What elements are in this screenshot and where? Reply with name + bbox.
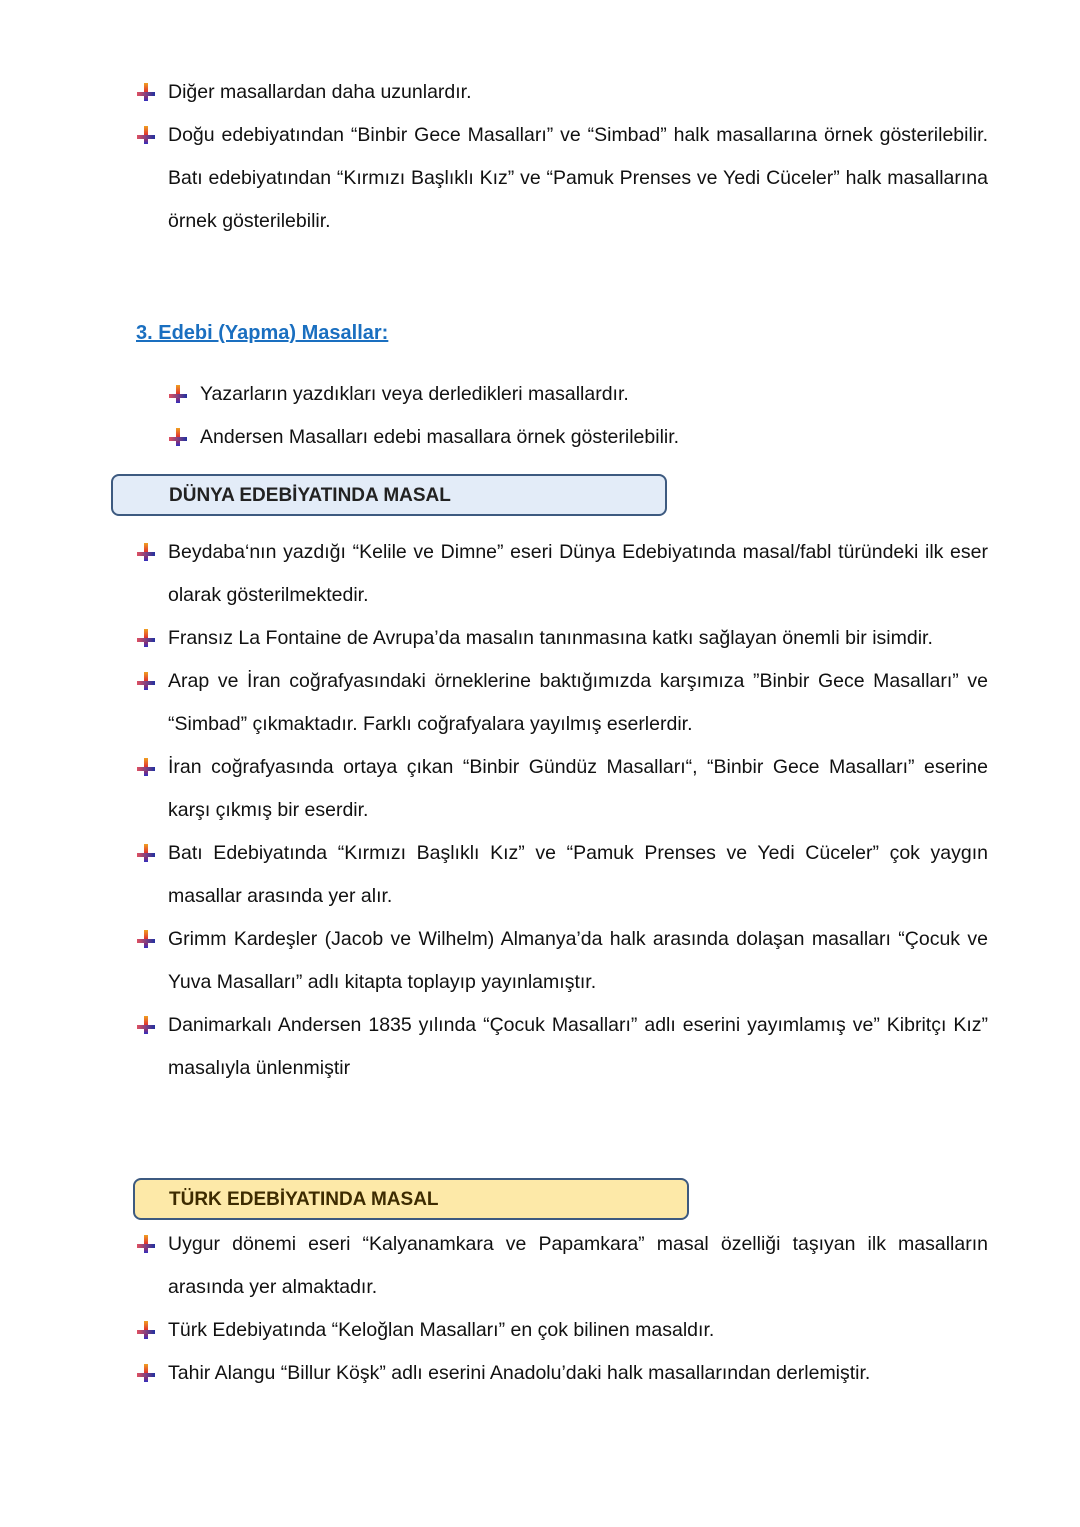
list-item-text: Fransız La Fontaine de Avrupa’da masalın tanınmasına katkı sağlayan önemli bir isimdir. (168, 627, 933, 649)
bullet-arrow-icon (136, 126, 156, 146)
bullet-arrow-icon (136, 930, 156, 950)
bullet-arrow-icon (136, 543, 156, 563)
list-item (0, 1223, 988, 1309)
list-item (0, 416, 900, 459)
list-item (0, 617, 988, 660)
bullet-arrow-icon (136, 844, 156, 864)
list-item-text: Türk Edebiyatında “Keloğlan Masalları” en çok bilinen masaldır. (168, 1319, 715, 1341)
list-item-text: İran coğrafyasında ortaya çıkan “Binbir Gündüz Masalları“, “Binbir Gece Masalları” eserine karşı çıkmış bir eserdir. (168, 756, 988, 821)
turkish-list (0, 1223, 1080, 1395)
bullet-arrow-icon (136, 1364, 156, 1384)
intro-list (0, 71, 1080, 243)
list-item (0, 1309, 988, 1352)
list-item (0, 746, 988, 832)
bullet-arrow-icon (136, 1016, 156, 1036)
list-item (0, 71, 988, 114)
bullet-arrow-icon (136, 672, 156, 692)
bullet-arrow-icon (136, 1235, 156, 1255)
bullet-arrow-icon (168, 385, 188, 405)
list-item-text: Uygur dönemi eseri “Kalyanamkara ve Papamkara” masal özelliği taşıyan ilk masalların arasında yer almaktadır. (168, 1233, 988, 1298)
list-item (0, 918, 988, 1004)
list-item-text: Diğer masallardan daha uzunlardır. (168, 81, 472, 103)
list-item-text: Grimm Kardeşler (Jacob ve Wilhelm) Almanya’da halk arasında dolaşan masalları “Çocuk ve Yuva Masalları” adlı kitapta toplayıp yayınlamıştır. (168, 928, 988, 993)
turkish-literature-heading-box: TÜRK EDEBİYATINDA MASAL (133, 1178, 689, 1220)
list-item-text: Arap ve İran coğrafyasındaki örneklerine baktığımızda karşımıza ”Binbir Gece Masalları” ve “Simbad” çıkmaktadır. Farklı coğrafyalara yayılmış eserlerdir. (168, 670, 988, 735)
world-list (0, 531, 1080, 1090)
bullet-arrow-icon (136, 758, 156, 778)
list-item-text: Danimarkalı Andersen 1835 yılında “Çocuk Masalları” adlı eserini yayımlamış ve” Kibritçı Kız” masalıyla ünlenmiştir (168, 1014, 988, 1079)
list-item (0, 832, 988, 918)
bullet-arrow-icon (136, 629, 156, 649)
bullet-arrow-icon (168, 428, 188, 448)
list-item-text: Beydaba‘nın yazdığı “Kelile ve Dimne” eseri Dünya Edebiyatında masal/fabl türündeki ilk eser olarak gösterilmektedir. (168, 541, 988, 606)
list-item-text: Batı Edebiyatında “Kırmızı Başlıklı Kız” ve “Pamuk Prenses ve Yedi Cüceler” çok yaygın masallar arasında yer alır. (168, 842, 988, 907)
world-literature-heading-box: DÜNYA EDEBİYATINDA MASAL (111, 474, 667, 516)
section3-list (0, 373, 1080, 459)
list-item (0, 531, 988, 617)
bullet-arrow-icon (136, 1321, 156, 1341)
list-item-text: Andersen Masalları edebi masallara örnek gösterilebilir. (200, 426, 680, 448)
list-item-text: Tahir Alangu “Billur Köşk” adlı eserini Anadolu’daki halk masallarından derlemiştir. (168, 1362, 871, 1384)
list-item (0, 373, 900, 416)
list-item-text: Doğu edebiyatından “Binbir Gece Masalları” ve “Simbad” halk masallarına örnek gösterilebilir. Batı edebiyatından “Kırmızı Başlıklı Kız” ve “Pamuk Prenses ve Yedi Cüceler” halk masallarına örnek gösterilebilir. (168, 124, 988, 232)
bullet-arrow-icon (136, 83, 156, 103)
list-item (0, 114, 988, 243)
section-heading: 3. Edebi (Yapma) Masallar: (136, 322, 389, 344)
list-item (0, 1352, 988, 1395)
list-item (0, 1004, 988, 1090)
list-item (0, 660, 988, 746)
list-item-text: Yazarların yazdıkları veya derledikleri masallardır. (200, 383, 629, 405)
